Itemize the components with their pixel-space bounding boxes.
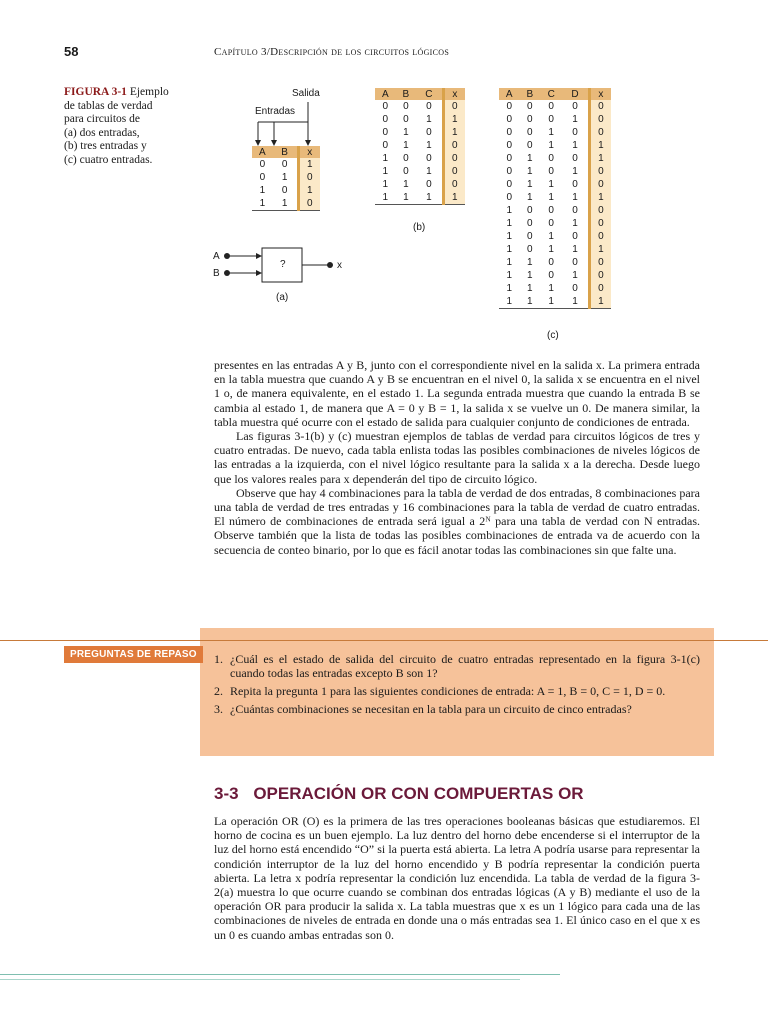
input-cell: 1	[426, 114, 432, 125]
input-cell: 0	[506, 101, 513, 112]
input-cell: 0	[281, 185, 288, 196]
table-row	[375, 113, 465, 126]
input-cell: 1	[572, 244, 578, 255]
input-cell: 0	[259, 159, 266, 170]
input-cell: 1	[527, 192, 533, 203]
input-cell: 0	[506, 166, 513, 177]
input-cell: 1	[572, 166, 578, 177]
output-cell: 1	[589, 139, 611, 152]
review-question	[214, 702, 700, 716]
input-cell: 1	[396, 191, 417, 205]
input-cell: 0	[403, 153, 409, 164]
question-number: 3.	[214, 702, 223, 716]
input-cell: 0	[382, 114, 389, 125]
output-cell: 1	[589, 191, 611, 204]
table-row	[499, 100, 611, 113]
input-cell: 1	[273, 197, 298, 211]
question-number: 1.	[214, 652, 223, 666]
input-cell: 0	[548, 166, 554, 177]
input-cell: 0	[426, 127, 432, 138]
section-body	[214, 814, 700, 942]
table-row	[375, 139, 465, 152]
output-cell: 1	[443, 126, 465, 139]
table-row	[499, 217, 611, 230]
caption-line: Ejemplo	[129, 86, 169, 98]
table-row	[375, 165, 465, 178]
column-header: C	[540, 88, 562, 100]
table-row	[499, 282, 611, 295]
input-cell: 1	[572, 114, 578, 125]
input-cell: 0	[403, 166, 409, 177]
column-header: A	[252, 146, 273, 158]
input-cell: 0	[572, 257, 578, 268]
input-cell: 1	[416, 191, 443, 205]
column-header: D	[562, 88, 589, 100]
table-row	[499, 191, 611, 204]
table-row	[375, 191, 465, 205]
input-cell: 0	[527, 101, 533, 112]
input-cell: 1	[527, 257, 533, 268]
review-questions	[214, 652, 700, 720]
output-cell: 1	[589, 295, 611, 309]
table-row	[375, 178, 465, 191]
question-number: 2.	[214, 684, 223, 698]
table-row	[499, 113, 611, 126]
input-cell: 0	[548, 257, 554, 268]
page-number: 58	[64, 44, 79, 59]
caption-line: (b) tres entradas y	[64, 140, 147, 152]
input-cell: 1	[382, 166, 389, 177]
input-cell: 1	[382, 153, 389, 164]
input-cell: 1	[572, 218, 578, 229]
output-cell: 0	[443, 100, 465, 113]
review-tag: PREGUNTAS DE REPASO	[64, 646, 203, 663]
table-row	[499, 243, 611, 256]
column-header: A	[499, 88, 520, 100]
entradas-label: Entradas	[255, 106, 296, 117]
input-cell: 1	[252, 197, 273, 211]
input-cell: 1	[403, 140, 409, 151]
output-cell: 0	[298, 197, 320, 211]
paragraph: presentes en las entradas A y B, junto con el correspondiente nivel en la salida x. La primera entrada en la tabla muestra que cuando A y B se encuentran en el nivel 0, la salida x se encuentra en el nivel 1 o, de manera equivalente, en el estado 1. La segunda entrada muestra que cuando la entrada B se cambia al estado 1, de manera que A = 0 y B = 1, la salida x se vuelve un 0. De manera similar, la tabla muestra qué ocurre con el estado de salida para cualquier conjunto de condiciones de entrada.	[214, 358, 700, 429]
table-row	[499, 165, 611, 178]
input-cell: 1	[259, 185, 266, 196]
output-cell: 0	[443, 178, 465, 191]
input-cell: 0	[382, 140, 389, 151]
input-cell: 0	[527, 231, 533, 242]
output-cell: 1	[443, 113, 465, 126]
figure-caption	[64, 86, 204, 167]
output-x-label: x	[337, 260, 342, 271]
diagram-arrows	[250, 100, 330, 150]
column-header: B	[396, 88, 417, 100]
review-question	[214, 684, 700, 698]
input-cell: 0	[527, 218, 533, 229]
footer-rule	[0, 974, 560, 975]
input-cell: 1	[572, 140, 578, 151]
section-title: OPERACIÓN OR CON COMPUERTAS OR	[253, 784, 584, 803]
input-cell: 1	[426, 140, 432, 151]
input-cell: 1	[403, 179, 409, 190]
input-cell: 0	[572, 283, 578, 294]
question-text: ¿Cuántas combinaciones se necesitan en la tabla para un circuito de cinco entradas?	[230, 702, 632, 716]
section-number: 3-3	[214, 784, 239, 803]
table-row	[499, 230, 611, 243]
input-cell: 0	[572, 101, 578, 112]
input-cell: 1	[527, 179, 533, 190]
input-cell: 1	[548, 283, 554, 294]
input-cell: 0	[259, 172, 266, 183]
input-cell: 1	[540, 295, 562, 309]
input-cell: 0	[572, 179, 578, 190]
input-cell: 1	[506, 270, 513, 281]
input-cell: 1	[572, 270, 578, 281]
input-cell: 1	[562, 295, 589, 309]
column-header: C	[416, 88, 443, 100]
output-cell: 0	[589, 204, 611, 217]
output-cell: 0	[589, 269, 611, 282]
input-cell: 0	[548, 153, 554, 164]
input-cell: 1	[506, 283, 513, 294]
question-text: ¿Cuál es el estado de salida del circuito de cuatro entradas representado en la figura 3-1(c) cuando todas las entradas excepto B son 1?	[230, 652, 700, 680]
table-row	[499, 256, 611, 269]
question-text: Repita la pregunta 1 para las siguientes condiciones de entrada: A = 1, B = 0, C = 1, D = 0.	[230, 684, 666, 698]
review-question	[214, 652, 700, 680]
input-cell: 0	[426, 179, 432, 190]
input-cell: 1	[403, 127, 409, 138]
table-row	[252, 184, 320, 197]
subfigure-c-label: (c)	[547, 330, 559, 341]
salida-label: Salida	[292, 88, 320, 99]
input-cell: 1	[375, 191, 396, 205]
input-cell: 1	[527, 153, 533, 164]
output-cell: 0	[443, 165, 465, 178]
input-cell: 0	[548, 218, 554, 229]
input-cell: 1	[506, 218, 513, 229]
input-cell: 1	[506, 231, 513, 242]
input-cell: 1	[506, 257, 513, 268]
input-cell: 1	[520, 295, 541, 309]
figure-label: FIGURA 3-1	[64, 86, 127, 98]
output-cell: 0	[589, 230, 611, 243]
input-cell: 0	[548, 205, 554, 216]
input-cell: 0	[527, 244, 533, 255]
table-row	[375, 126, 465, 139]
output-cell: 1	[589, 243, 611, 256]
input-cell: 0	[548, 270, 554, 281]
truth-table-c	[499, 88, 611, 309]
output-cell: 0	[298, 171, 320, 184]
input-cell: 0	[572, 153, 578, 164]
input-b-label: B	[213, 268, 220, 279]
output-cell: 0	[589, 178, 611, 191]
table-row	[499, 295, 611, 309]
input-cell: 0	[527, 205, 533, 216]
input-cell: 0	[281, 159, 288, 170]
input-cell: 1	[548, 231, 554, 242]
input-cell: 1	[527, 166, 533, 177]
input-cell: 0	[403, 114, 409, 125]
input-cell: 1	[382, 179, 389, 190]
output-cell: 0	[589, 100, 611, 113]
input-cell: 0	[382, 101, 389, 112]
output-cell: 0	[589, 113, 611, 126]
input-cell: 1	[572, 192, 578, 203]
output-cell: 0	[443, 139, 465, 152]
output-cell: 1	[298, 184, 320, 197]
input-cell: 0	[506, 114, 513, 125]
input-cell: 1	[281, 172, 288, 183]
input-cell: 1	[499, 295, 520, 309]
caption-line: de tablas de verdad	[64, 99, 153, 112]
column-header: x	[443, 88, 465, 100]
input-cell: 0	[403, 101, 409, 112]
table-row	[499, 126, 611, 139]
input-cell: 0	[506, 140, 513, 151]
caption-line: (c) cuatro entradas.	[64, 153, 153, 166]
subfigure-a-label: (a)	[276, 292, 289, 303]
table-row	[499, 139, 611, 152]
input-cell: 0	[506, 127, 513, 138]
truth-table-a	[252, 146, 320, 211]
body-text	[214, 358, 700, 557]
table-row	[499, 178, 611, 191]
input-cell: 1	[548, 192, 554, 203]
output-cell: 0	[589, 282, 611, 295]
input-cell: 0	[527, 114, 533, 125]
input-cell: 0	[506, 153, 513, 164]
output-cell: 1	[443, 191, 465, 205]
output-cell: 0	[589, 165, 611, 178]
truth-table-b	[375, 88, 465, 205]
column-header: x	[589, 88, 611, 100]
input-cell: 1	[548, 127, 554, 138]
output-cell: 0	[589, 217, 611, 230]
output-cell: 1	[298, 158, 320, 171]
table-row	[375, 152, 465, 165]
input-cell: 0	[548, 101, 554, 112]
table-row	[375, 100, 465, 113]
footer-rule	[0, 979, 520, 980]
input-cell: 1	[548, 179, 554, 190]
input-cell: 0	[572, 231, 578, 242]
table-row	[252, 158, 320, 171]
subfigure-b-label: (b)	[413, 222, 426, 233]
table-row	[499, 204, 611, 217]
paragraph: Observe que hay 4 combinaciones para la tabla de verdad de dos entradas, 8 combinaciones para una tabla de verdad de tres entradas y 16 combinaciones para la tabla de verdad de cuatro entradas. El número de combinaciones de entrada será igual a 2ᴺ para una tabla de verdad con N entradas. Observe también que la lista de todas las posibles combinaciones de entrada va de acuerdo con la secuencia de conteo binario, por lo que es fácil anotar todas las combinaciones sin que falte una.	[214, 485, 700, 557]
input-cell: 1	[548, 244, 554, 255]
output-cell: 0	[443, 152, 465, 165]
input-cell: 0	[426, 153, 432, 164]
column-header: B	[273, 146, 298, 158]
input-cell: 0	[527, 127, 533, 138]
table-row	[499, 269, 611, 282]
table-row	[252, 171, 320, 184]
input-cell: 0	[548, 114, 554, 125]
unknown-circuit-mark: ?	[280, 259, 286, 270]
column-header: A	[375, 88, 396, 100]
table-row	[252, 197, 320, 211]
section-heading	[214, 784, 584, 804]
paragraph: La operación OR (O) es la primera de las tres operaciones booleanas básicas que estudiaremos. El horno de cocina es un buen ejemplo. La luz dentro del horno debe encenderse si el interruptor de la luz del horno está encendido “O” si la puerta está abierta. La letra A podría usarse para representar la condición interruptor de la luz del horno encendido y B podría representar la condición puerta abierta. La letra x podría representar la condición luz encendida. La tabla de verdad de la figura 3-2(a) muestra lo que ocurre cuando se combinan dos entradas lógicas (A y B) mediante el uso de la operación OR para producir la salida x. La tabla muestras que x es un 1 lógico para cada una de las combinaciones de niveles de entrada en donde una o más entradas sea 1. El único caso en el que x es un 0 es cuando ambas entradas son 0.	[214, 814, 700, 942]
input-cell: 0	[572, 205, 578, 216]
table-row	[499, 152, 611, 165]
column-header: x	[298, 146, 320, 158]
input-cell: 1	[527, 283, 533, 294]
input-a-label: A	[213, 251, 220, 262]
input-cell: 0	[382, 127, 389, 138]
paragraph: Las figuras 3-1(b) y (c) muestran ejemplos de tablas de verdad para circuitos lógicos de tres y cuatro entradas. De nuevo, cada tabla enlista todas las posibles combinaciones de niveles lógicos de las entradas a la izquierda, con el nivel lógico resultante para la salida x a la derecha. Desde luego que los valores reales para x dependerán del tipo de circuito lógico.	[214, 429, 700, 486]
output-cell: 1	[589, 152, 611, 165]
input-cell: 0	[527, 140, 533, 151]
input-cell: 0	[506, 179, 513, 190]
review-divider	[0, 640, 768, 641]
caption-line: (a) dos entradas,	[64, 126, 140, 139]
input-cell: 0	[572, 127, 578, 138]
input-cell: 0	[426, 101, 432, 112]
input-cell: 0	[506, 192, 513, 203]
input-cell: 1	[426, 166, 432, 177]
input-cell: 1	[506, 205, 513, 216]
output-cell: 0	[589, 126, 611, 139]
running-head: Capítulo 3/Descripción de los circuitos lógicos	[214, 46, 450, 58]
input-cell: 1	[527, 270, 533, 281]
column-header: B	[520, 88, 541, 100]
caption-line: para circuitos de	[64, 113, 140, 125]
input-cell: 1	[548, 140, 554, 151]
output-cell: 0	[589, 256, 611, 269]
input-cell: 1	[506, 244, 513, 255]
